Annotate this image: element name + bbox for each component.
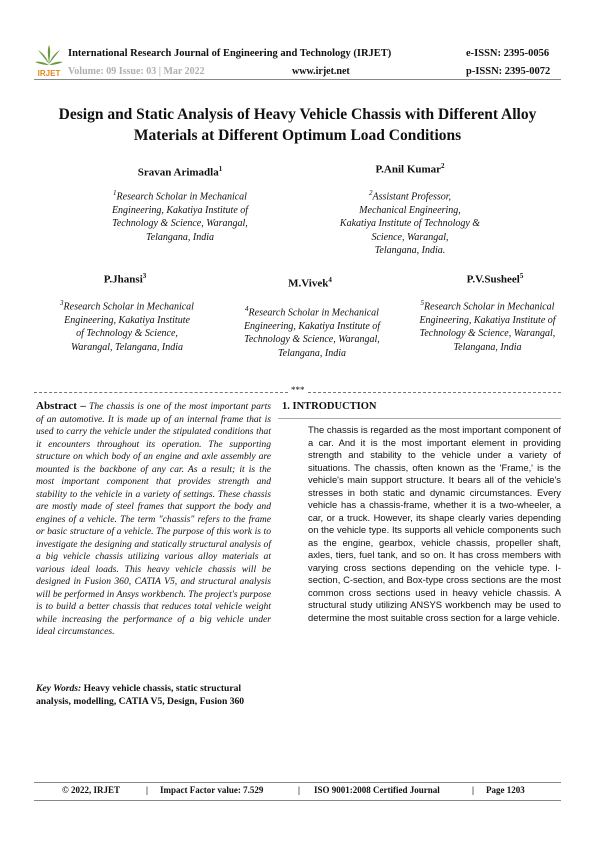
footer-rule-top	[34, 782, 561, 783]
author-affiliation-3	[42, 297, 212, 354]
aff-line: Engineering, Kakatiya Institute	[64, 314, 190, 326]
aff-sup: 1	[113, 189, 117, 197]
author-name-4	[250, 276, 370, 290]
divider-line-right	[308, 392, 561, 393]
e-issn: e-ISSN: 2395-0056	[466, 48, 550, 59]
logo-text: IRJET	[37, 69, 61, 78]
author-name-3	[60, 272, 190, 286]
aff-line	[42, 297, 212, 314]
abstract-text: The chassis is one of the most important parts of an automotive. It is made up of an internal frame that is used to carry the vehicle under the stipulated conditions that it encounters throughout its operation. The supporting structure on which body of an engine and axle assembly are mounted is the backbone of any car. As a result; it is the most important component that provides strength and stability to the vehicle in a variety of settings. These chassis are mostly made of steel frames that support the body and engines of a vehicle. The term "chassis" refers to the frame or basic structure of a vehicle. The purpose of this work is to investigate the designing and statically structural analysis of a big vehicle chassis utilizing various alloy materials at various ideal loads. This heavy vehicle chassis will be designed in Fusion 360, CATIA V5, and structural analysis will be performed in Ansys workbench. The project's purpose is to build a better chassis that reduces total vehicle weight while increasing the performance of a big vehicle under ideal circumstances.	[36, 401, 272, 637]
aff-line: Engineering, Kakatiya Institute of	[111, 204, 249, 216]
aff-line: Engineering, Kakatiya Institute of	[243, 320, 381, 332]
paper-title-line-1: Design and Static Analysis of Heavy Vehicle Chassis with Different Alloy	[58, 106, 537, 123]
paper-title-line-2: Materials at Different Optimum Load Conditions	[133, 127, 462, 144]
journal-title: International Research Journal of Engineering and Technology (IRJET)	[68, 48, 392, 59]
keywords-label: Key Words:	[36, 683, 82, 694]
aff-line: Science, Warangal,	[371, 231, 449, 243]
irjet-logo	[34, 44, 64, 78]
aff-line: Telangana, India	[146, 231, 214, 243]
author-name-1	[100, 165, 260, 179]
divider-stars: ***	[291, 385, 305, 395]
aff-line-text: Assistant Professor,	[372, 191, 452, 203]
aff-line	[315, 187, 505, 204]
aff-line: Technology & Science, Warangal,	[419, 328, 556, 340]
aff-line: of Technology & Science,	[76, 328, 178, 340]
aff-line	[90, 187, 270, 204]
keywords-text: Heavy vehicle chassis, static structural analysis, modelling, CATIA V5, Design, Fusion 360	[36, 683, 245, 707]
author-affiliation-1	[90, 187, 270, 244]
aff-sup: 2	[368, 189, 373, 197]
author-name-text: M.Vivek	[288, 277, 329, 290]
footer-page-number: Page 1203	[486, 785, 525, 795]
author-affiliation-5	[405, 297, 570, 354]
aff-line	[222, 303, 402, 320]
author-name-text: P.Anil Kumar	[375, 163, 442, 176]
divider-line-left	[34, 392, 288, 393]
author-name-5	[430, 272, 560, 286]
author-sup: 1	[218, 165, 223, 173]
section-divider	[34, 385, 561, 396]
paper-title	[30, 104, 565, 146]
footer-iso: ISO 9001:2008 Certified Journal	[314, 785, 440, 795]
footer-rule-bottom	[34, 800, 561, 801]
aff-line: Telangana, India	[278, 347, 346, 359]
aff-line: Engineering, Kakatiya Institute of	[419, 314, 556, 326]
aff-line: Telangana, India.	[374, 245, 446, 257]
introduction-text: The chassis is regarded as the most important component of a car. And it is the most important element in providing strength and stability to the vehicle under a variety of situations. The chassis, often known as the 'Frame,' is the vehicle's main support structure. It bears all of the vehicle's stresses in both static and dynamic circumstances. Every vehicle has a chassis-frame, whether it is a two-wheeler, a car, or a truck. However, its shape clearly varies depending on the vehicle type. Its supports all vehicle components such as the engine, gearbox, vehicle chassis, propeller shaft, axles, tiers, fuel tank, and so on. It has cross members with varying cross sections depending on the vehicle type. I-section, C-section, and Box-type cross sections are the most common cross sections used in heavy vehicle chassis. A structural study utilizing ANSYS workbench may be used to determine the most suitable cross section for a large vehicle.	[308, 424, 561, 623]
aff-line: Warangal, Telangana, India	[70, 341, 184, 353]
author-name-text: P.V.Susheel	[466, 273, 520, 286]
keywords	[36, 683, 271, 708]
aff-line: Telangana, India	[453, 341, 522, 353]
author-sup: 2	[441, 162, 445, 170]
aff-line: Technology & Science, Warangal,	[244, 334, 380, 346]
introduction-heading: 1. INTRODUCTION	[282, 401, 377, 412]
aff-line: Technology & Science, Warangal,	[112, 218, 248, 230]
author-sup: 4	[328, 276, 332, 284]
footer-impact-factor: Impact Factor value: 7.529	[160, 785, 264, 795]
footer-separator: |	[298, 785, 300, 795]
aff-sup: 3	[60, 299, 64, 307]
author-name-text: Sravan Arimadla	[137, 166, 219, 179]
aff-line	[405, 297, 570, 314]
abstract-label: Abstract –	[36, 400, 86, 412]
aff-line-text: Research Scholar in Mechanical	[63, 301, 194, 313]
footer-separator: |	[472, 785, 474, 795]
author-affiliation-4	[222, 303, 402, 360]
aff-sup: 4	[245, 305, 249, 313]
author-sup: 5	[519, 272, 524, 280]
journal-website: www.irjet.net	[292, 66, 350, 77]
footer-separator: |	[146, 785, 148, 795]
aff-sup: 5	[420, 299, 425, 307]
author-affiliation-2	[315, 187, 505, 258]
aff-line: Kakatiya Institute of Technology &	[339, 218, 481, 230]
abstract	[36, 400, 271, 639]
aff-line: Mechanical Engineering,	[359, 204, 461, 216]
aff-line-text: Research Scholar in Mechanical	[248, 307, 379, 319]
p-issn: p-ISSN: 2395-0072	[466, 66, 551, 77]
aff-line-text: Research Scholar in Mechanical	[424, 301, 555, 313]
header-rule	[34, 79, 561, 80]
footer-copyright: © 2022, IRJET	[62, 785, 120, 795]
author-name-2	[330, 162, 490, 176]
section-rule	[278, 418, 561, 419]
volume-issue: Volume: 09 Issue: 03 | Mar 2022	[68, 66, 205, 77]
author-sup: 3	[142, 272, 147, 280]
aff-line-text: Research Scholar in Mechanical	[116, 191, 247, 203]
author-name-text: P.Jhansi	[103, 273, 143, 286]
